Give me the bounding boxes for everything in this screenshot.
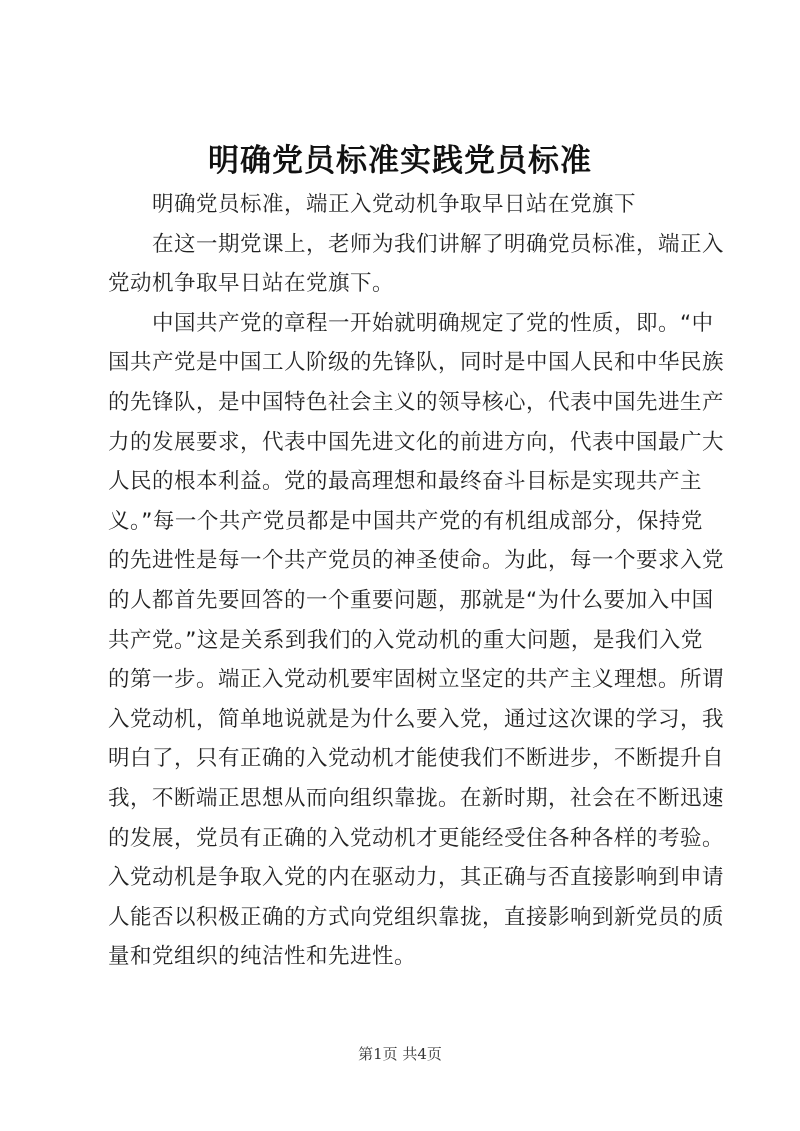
body-line: 共产党。”这是关系到我们的入党动机的重大问题，是我们入党 [108, 627, 703, 653]
document-body [108, 185, 725, 977]
document-title: 明确党员标准实践党员标准 [208, 143, 592, 179]
body-line: 力的发展要求，代表中国先进文化的前进方向，代表中国最广大 [108, 429, 725, 455]
body-line: 义。”每一个共产党员都是中国共产党的有机组成部分，保持党 [108, 508, 703, 534]
body-line: 量和党组织的纯洁性和先进性。 [108, 944, 417, 970]
body-line: 人民的根本利益。党的最高理想和最终奋斗目标是实现共产主 [108, 469, 703, 495]
page-number-footer: 第1页 共4页 [358, 1045, 442, 1063]
body-line: 的先进性是每一个共产党员的神圣使命。为此，每一个要求入党 [108, 548, 725, 574]
body-line: 的第一步。端正入党动机要牢固树立坚定的共产主义理想。所谓 [108, 667, 725, 693]
body-line: 国共产党是中国工人阶级的先锋队，同时是中国人民和中华民族 [108, 350, 725, 376]
body-line: 中国共产党的章程一开始就明确规定了党的性质，即。“中 [152, 310, 714, 336]
body-line: 的人都首先要回答的一个重要问题，那就是“为什么要加入中国 [108, 587, 714, 613]
body-line: 的发展，党员有正确的入党动机才更能经受住各种各样的考验。 [108, 825, 725, 851]
body-line: 入党动机，简单地说就是为什么要入党，通过这次课的学习，我 [108, 706, 725, 732]
body-line: 在这一期党课上，老师为我们讲解了明确党员标准，端正入 [152, 231, 725, 257]
body-line: 的先锋队，是中国特色社会主义的领导核心，代表中国先进生产 [108, 389, 725, 415]
body-line: 明白了，只有正确的入党动机才能使我们不断进步，不断提升自 [108, 746, 725, 772]
body-line: 明确党员标准，端正入党动机争取早日站在党旗下 [152, 192, 637, 217]
body-line: 入党动机是争取入党的内在驱动力，其正确与否直接影响到申请 [108, 865, 725, 891]
body-line: 我，不断端正思想从而向组织靠拢。在新时期，社会在不断迅速 [108, 785, 725, 811]
body-line: 党动机争取早日站在党旗下。 [108, 271, 395, 297]
body-line: 人能否以积极正确的方式向党组织靠拢，直接影响到新党员的质 [108, 904, 725, 930]
